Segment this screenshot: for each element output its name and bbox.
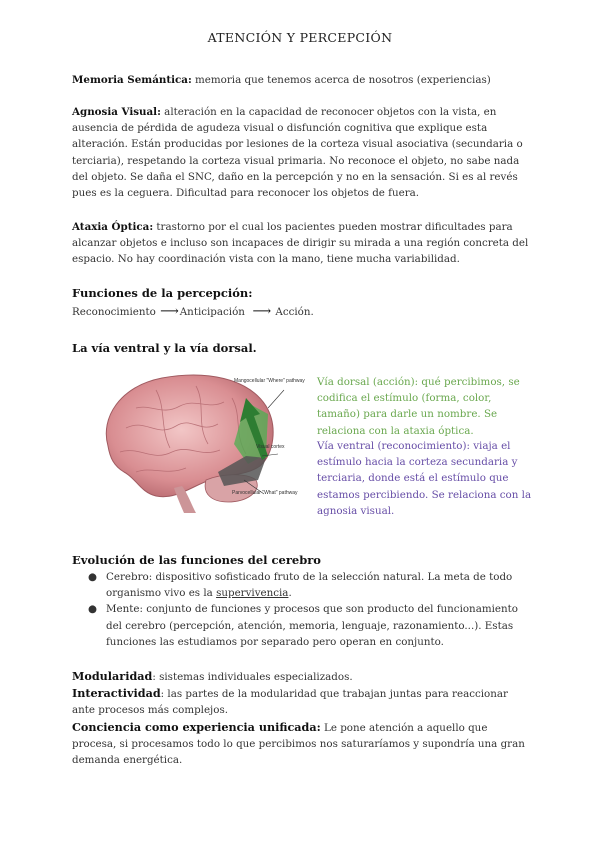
arrow-right-icon: ⟶ [252, 304, 272, 319]
interactividad-paragraph [72, 685, 532, 718]
mente-text: Mente: conjunto de funciones y procesos que son producto del funcionamiento del cerebro (percepción, atención, memoria, lenguaje, razonamiento...). Estas funciones las estudiamos por separado pero operan en conjunto. [106, 603, 518, 648]
conciencia-term: Conciencia como experiencia unificada: [72, 720, 321, 734]
ataxia-term: Ataxia Óptica: [72, 221, 154, 233]
memoria-term: Memoria Semántica: [72, 74, 192, 86]
modularidad-term: Modularidad [72, 669, 153, 683]
step-reconocimiento: Reconocimiento [72, 306, 156, 318]
label-visual-cortex: Visual cortex [256, 444, 285, 450]
bullet-icon: ● [88, 571, 97, 583]
cerebro-text: Cerebro: dispositivo sofisticado fruto de la selección natural. La meta de todo organismo vivo es la [106, 571, 513, 600]
agnosia-text: alteración en la capacidad de reconocer objetos con la vista, en ausencia de pérdida de agudeza visual o disfunción cognitiva que explique esta alteración. Están producidas por lesiones de la corteza visual asociativa (secundaria o terciaria), respetando la corteza visual primaria. No reconoce el objeto, no sabe nada del objeto. Se daña el SNC, daño en la percepción y no en la sensación. Si es al revés pues es la ceguera. Dificultad para reconocer los objetos de fuera. [72, 106, 523, 200]
list-item-mente [72, 601, 532, 650]
agnosia-term: Agnosia Visual: [72, 106, 161, 118]
cerebro-text-end: . [288, 587, 292, 600]
vias-heading: La vía ventral y la vía dorsal. [72, 341, 257, 355]
arrow-right-icon: ⟶ [160, 304, 179, 319]
conciencia-paragraph [72, 719, 532, 769]
list-item-cerebro [72, 569, 532, 601]
funciones-heading: Funciones de la percepción: [72, 286, 253, 300]
dorsal-description: Vía dorsal (acción): qué percibimos, se codifica el estímulo (forma, color, tamaño) para darle un nombre. Se relaciona con la ataxia óptica. [317, 376, 520, 437]
ventral-description: Vía ventral (reconocimiento): viaja el estímulo hacia la corteza secundaria y terciaria, donde está el estímulo que estamos percibiendo. Se relaciona con la agnosia visual. [317, 440, 532, 517]
evolucion-heading: Evolución de las funciones del cerebro [72, 553, 321, 567]
agnosia-visual-paragraph [72, 104, 532, 201]
memoria-text: memoria que tenemos acerca de nosotros (experiencias) [191, 74, 491, 86]
supervivencia-underlined: supervivencia [216, 587, 289, 600]
bullet-icon: ● [88, 603, 97, 616]
interactividad-term: Interactividad [72, 686, 161, 700]
page-title: ATENCIÓN Y PERCEPCIÓN [207, 30, 393, 45]
evolucion-list [72, 569, 532, 650]
label-what-pathway: Parvocellular "What" pathway [232, 490, 298, 496]
modularidad-text: : sistemas individuales especializados. [152, 671, 353, 683]
conciencia-text: Le pone atención a aquello que procesa, si procesamos todo lo que percibimos nos saturaríamos y supondría una gran demanda energética. [72, 722, 525, 767]
ataxia-optica-paragraph [72, 219, 532, 268]
memoria-semantica-paragraph [72, 72, 532, 88]
step-anticipacion: Anticipación [179, 306, 245, 318]
modularidad-paragraph [72, 668, 532, 685]
label-where-pathway: Mangocellular "Where" pathway [234, 378, 305, 384]
brain-pathways-figure [96, 368, 305, 513]
ataxia-text: trastorno por el cual los pacientes pueden mostrar dificultades para alcanzar objetos e incluso son incapaces de dirigir su mirada a una región concreta del espacio. No hay coordinación vista con la mano, tiene mucha variabilidad. [72, 221, 529, 266]
funciones-sequence [72, 304, 314, 319]
step-accion: Acción. [275, 306, 314, 318]
interactividad-text: : las partes de la modularidad que trabajan juntas para reaccionar ante procesos más complejos. [72, 688, 508, 717]
